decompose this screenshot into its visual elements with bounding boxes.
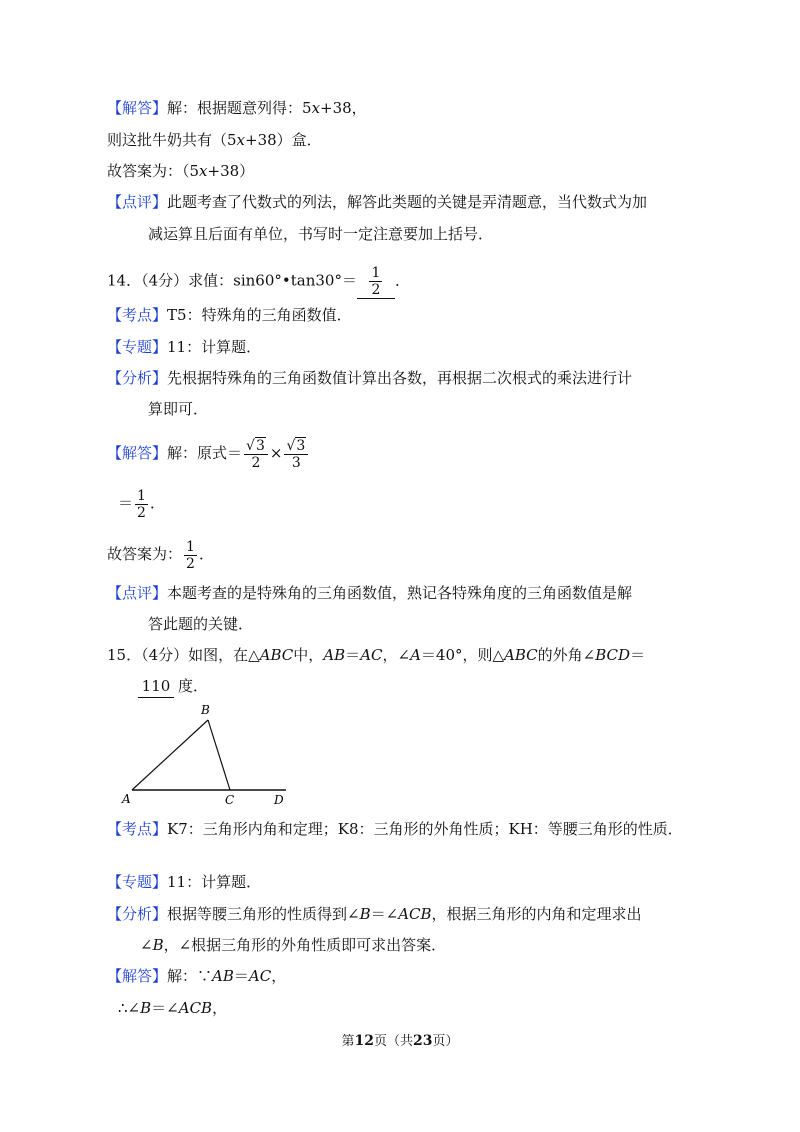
text: 的外角∠	[537, 646, 596, 664]
text: 答此题的关键．	[148, 615, 254, 633]
text: ，∠	[382, 646, 411, 664]
var: AB	[323, 646, 346, 664]
text: 解：原式＝	[167, 444, 243, 462]
fenxi-tag: 【分析】	[107, 905, 168, 923]
label-C: C	[225, 793, 235, 807]
page-footer	[0, 1030, 800, 1049]
result-line	[118, 485, 165, 521]
var: A	[410, 646, 421, 664]
text: ．	[198, 545, 214, 563]
text: 本题考查的是特殊角的三角函数值，熟记各特殊角度的三角函数值是解	[167, 584, 633, 602]
denominator: 2	[371, 282, 381, 298]
text: 15．（4分）如图，在△	[107, 646, 260, 664]
label-D: D	[274, 793, 284, 807]
denominator: 3	[291, 454, 301, 471]
text: 解：根据题意列得：5	[167, 99, 312, 117]
text: +38）盒．	[245, 131, 322, 149]
text: ＝	[233, 967, 249, 985]
zhuanti-line	[107, 871, 261, 893]
fraction	[284, 438, 308, 471]
text: 11：计算题．	[167, 338, 262, 356]
denominator: 2	[186, 555, 195, 572]
text: 算即可．	[148, 400, 209, 418]
text-line	[148, 223, 493, 245]
text: ，∠根据三角形的外角性质即可求出答案．	[163, 936, 447, 954]
sqrt	[286, 438, 306, 454]
var: AC	[248, 967, 272, 985]
text: 中，	[293, 646, 324, 664]
var: x	[236, 131, 246, 149]
text: ＝	[630, 646, 646, 664]
var: ABC	[504, 646, 538, 664]
fraction	[369, 265, 382, 298]
question-15	[107, 644, 645, 666]
kaodian-line	[107, 304, 352, 326]
denominator: 2	[251, 454, 261, 471]
text: T5：特殊角的三角函数值．	[167, 306, 352, 324]
line-BC	[208, 720, 230, 790]
text: 第	[341, 1034, 355, 1049]
kaodian-tag: 【考点】	[107, 306, 168, 324]
var: ACB	[398, 905, 432, 923]
var: AC	[360, 646, 383, 664]
text: 页）	[432, 1034, 459, 1049]
answer-blank	[357, 265, 395, 299]
var: B	[152, 936, 164, 954]
comment-tag: 【点评】	[107, 193, 168, 211]
zhuanti-tag: 【专题】	[107, 338, 168, 356]
text-line	[148, 398, 208, 420]
var: AB	[212, 967, 234, 985]
page-number: 12	[354, 1033, 374, 1049]
fenxi-line	[107, 903, 642, 925]
answer-line-14	[107, 536, 214, 572]
root-symbol: √	[286, 437, 296, 454]
denominator: 2	[137, 504, 146, 521]
equals: ＝	[118, 494, 134, 512]
fenxi-line	[107, 367, 632, 389]
text: ，根据三角形的内角和定理求出	[431, 905, 642, 923]
text-line	[140, 934, 446, 956]
root-symbol: √	[246, 437, 255, 454]
var: ABC	[259, 646, 294, 664]
text: +38，	[320, 99, 367, 117]
text: 解：∵	[167, 967, 213, 985]
question-14	[107, 265, 410, 299]
answer-tag: 【解答】	[107, 99, 168, 117]
page-total: 23	[413, 1033, 433, 1049]
numerator: 1	[371, 265, 381, 281]
radicand: 3	[296, 437, 306, 454]
text: 11：计算题．	[167, 873, 262, 891]
jieda-tag: 【解答】	[107, 967, 168, 985]
text: ＝	[345, 646, 361, 664]
jieda-tag: 【解答】	[107, 444, 168, 462]
fraction	[184, 539, 197, 572]
text: 根据等腰三角形的性质得到∠	[167, 905, 360, 923]
times-sign: ×	[269, 444, 283, 462]
text-line	[148, 613, 253, 635]
text: ．	[394, 271, 410, 290]
numerator: 1	[186, 538, 195, 555]
jieda-line	[107, 965, 286, 987]
text: 先根据特殊角的三角函数值计算出各数，再根据二次根式的乘法进行计	[167, 369, 633, 387]
var: x	[311, 99, 321, 117]
triangle-figure	[120, 700, 300, 810]
text: 则这批牛奶共有（5	[107, 131, 237, 149]
var: BCD	[595, 646, 631, 664]
text-line	[118, 997, 227, 1019]
zhuanti-line	[107, 336, 261, 358]
text: 减运算且后面有单位，书写时一定注意要加上括号．	[148, 225, 494, 243]
text: ．	[149, 494, 165, 512]
text: K7：三角形内角和定理；K8：三角形的外角性质；KH：等腰三角形的性质．	[167, 820, 683, 838]
comment-line	[107, 582, 632, 604]
text: ，	[271, 967, 287, 985]
answer-15-line	[138, 675, 208, 698]
fraction	[244, 438, 268, 471]
label-B: B	[201, 703, 210, 717]
numerator: 1	[137, 487, 146, 504]
text: 故答案为：	[107, 545, 183, 563]
comment-tag: 【点评】	[107, 584, 168, 602]
text: ，	[212, 999, 228, 1017]
sqrt	[246, 438, 266, 454]
text-line	[107, 160, 254, 182]
text: 度．	[178, 677, 209, 695]
var: x	[199, 162, 208, 180]
text: ∠	[140, 936, 153, 954]
var: ACB	[178, 999, 213, 1017]
radicand: 3	[255, 437, 265, 454]
answer-blank: 110	[138, 675, 174, 698]
text: 故答案为：（5	[107, 162, 200, 180]
comment-line	[107, 191, 647, 213]
text: ∴∠	[118, 999, 141, 1017]
zhuanti-tag: 【专题】	[107, 873, 168, 891]
text-line	[107, 129, 322, 151]
text: +38）	[207, 162, 255, 180]
var: B	[359, 905, 371, 923]
text: ＝40°，则△	[420, 646, 505, 664]
line-AB	[132, 720, 208, 790]
answer-line-13	[107, 97, 367, 119]
fraction	[135, 488, 148, 521]
var: B	[140, 999, 152, 1017]
text: 页（共	[373, 1034, 413, 1049]
text: ＝∠	[151, 999, 179, 1017]
fenxi-tag: 【分析】	[107, 369, 168, 387]
question-text: 14．（4分）求值：sin60°•tan30°＝	[107, 271, 357, 290]
text: 此题考查了代数式的列法，解答此类题的关键是弄清题意，当代数式为加	[167, 193, 648, 211]
kaodian-tag: 【考点】	[107, 820, 168, 838]
jieda-line	[107, 433, 310, 473]
label-A: A	[122, 792, 131, 806]
text: ＝∠	[370, 905, 399, 923]
kaodian-line	[107, 818, 683, 840]
